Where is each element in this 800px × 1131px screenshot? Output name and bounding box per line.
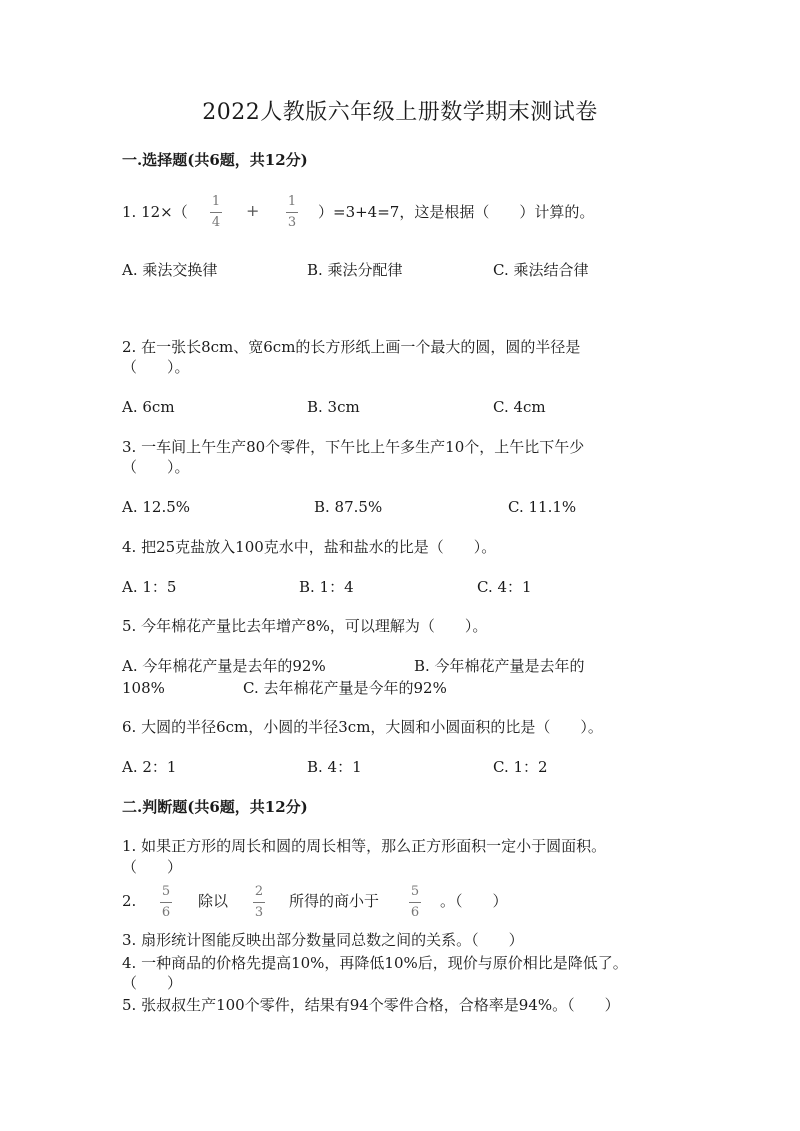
q5-option-b: B. 今年棉花产量是去年的 xyxy=(414,657,585,675)
fraction-numerator: 5 xyxy=(161,884,171,899)
q5-option-b-continued: 108% xyxy=(122,679,165,697)
fraction-bar xyxy=(286,212,298,213)
judge-q3-text: 3. 扇形统计图能反映出部分数量同总数之间的关系。（ ） xyxy=(122,931,524,949)
fraction-bar xyxy=(253,902,265,903)
fraction-bar xyxy=(409,902,421,903)
judge-q2-fraction-3 xyxy=(409,884,421,921)
page-title: 2022人教版六年级上册数学期末测试卷 xyxy=(202,100,598,125)
fraction-bar xyxy=(210,212,222,213)
q1-fraction-1 xyxy=(210,194,222,231)
q6-option-c: C. 1：2 xyxy=(493,758,548,776)
q2-text-line1: 2. 在一张长8cm、宽6cm的长方形纸上画一个最大的圆，圆的半径是 xyxy=(122,338,581,356)
q1-option-a: A. 乘法交换律 xyxy=(122,261,218,279)
section-heading-judge: 二.判断题(共6题，共12分) xyxy=(122,798,308,816)
judge-q1-line1: 1. 如果正方形的周长和圆的周长相等，那么正方形面积一定小于圆面积。 xyxy=(122,837,607,855)
q1-prefix: 1. 12×（ xyxy=(122,203,188,221)
q5-text: 5. 今年棉花产量比去年增产8%，可以理解为（ ）。 xyxy=(122,617,488,635)
q1-fraction-2 xyxy=(286,194,298,231)
q2-option-c: C. 4cm xyxy=(493,398,546,416)
q4-option-a: A. 1：5 xyxy=(122,578,177,596)
q1-option-c: C. 乘法结合律 xyxy=(493,261,589,279)
q6-text: 6. 大圆的半径6cm，小圆的半径3cm，大圆和小圆面积的比是（ ）。 xyxy=(122,718,603,736)
q2-text-line2: （ ）。 xyxy=(122,358,190,376)
judge-q2-prefix: 2. xyxy=(122,892,137,910)
fraction-numerator: 1 xyxy=(287,194,297,209)
section-heading-choice: 一.选择题(共6题，共12分) xyxy=(122,151,308,169)
fraction-numerator: 2 xyxy=(254,884,264,899)
fraction-denominator: 6 xyxy=(161,905,171,920)
judge-q4-line1: 4. 一种商品的价格先提高10%，再降低10%后，现价与原价相比是降低了。 xyxy=(122,954,628,972)
judge-q2-fraction-2 xyxy=(253,884,265,921)
q3-option-a: A. 12.5% xyxy=(122,498,191,516)
fraction-bar xyxy=(160,902,172,903)
judge-q2-fraction-1 xyxy=(160,884,172,921)
q6-option-b: B. 4：1 xyxy=(307,758,362,776)
q4-text: 4. 把25克盐放入100克水中，盐和盐水的比是（ ）。 xyxy=(122,538,497,556)
q3-text-line2: （ ）。 xyxy=(122,458,190,476)
q3-option-b: B. 87.5% xyxy=(314,498,383,516)
judge-q4-line2: （ ） xyxy=(122,974,183,992)
q4-option-b: B. 1：4 xyxy=(299,578,354,596)
q5-option-c: C. 去年棉花产量是今年的92% xyxy=(243,679,447,697)
fraction-denominator: 6 xyxy=(410,905,420,920)
fraction-numerator: 5 xyxy=(410,884,420,899)
judge-q2-mid-2: 所得的商小于 xyxy=(289,892,380,910)
q4-option-c: C. 4：1 xyxy=(477,578,532,596)
fraction-numerator: 1 xyxy=(211,194,221,209)
fraction-denominator: 3 xyxy=(287,215,297,230)
q1-option-b: B. 乘法分配律 xyxy=(307,261,403,279)
fraction-denominator: 4 xyxy=(211,215,221,230)
judge-q1-line2: （ ） xyxy=(122,858,183,876)
fraction-denominator: 3 xyxy=(254,905,264,920)
q1-suffix: ）=3+4=7，这是根据（ ）计算的。 xyxy=(318,203,595,221)
judge-q5-text: 5. 张叔叔生产100个零件，结果有94个零件合格，合格率是94%。（ ） xyxy=(122,996,620,1014)
q5-option-a: A. 今年棉花产量是去年的92% xyxy=(122,657,326,675)
q3-option-c: C. 11.1% xyxy=(508,498,577,516)
q2-option-a: A. 6cm xyxy=(122,398,175,416)
q6-option-a: A. 2：1 xyxy=(122,758,177,776)
q3-text-line1: 3. 一车间上午生产80个零件，下午比上午多生产10个，上午比下午少 xyxy=(122,438,585,456)
q2-option-b: B. 3cm xyxy=(307,398,360,416)
judge-q2-suffix: 。（ ） xyxy=(440,892,508,910)
q1-plus-sign: + xyxy=(246,201,260,220)
judge-q2-mid-1: 除以 xyxy=(198,892,229,910)
